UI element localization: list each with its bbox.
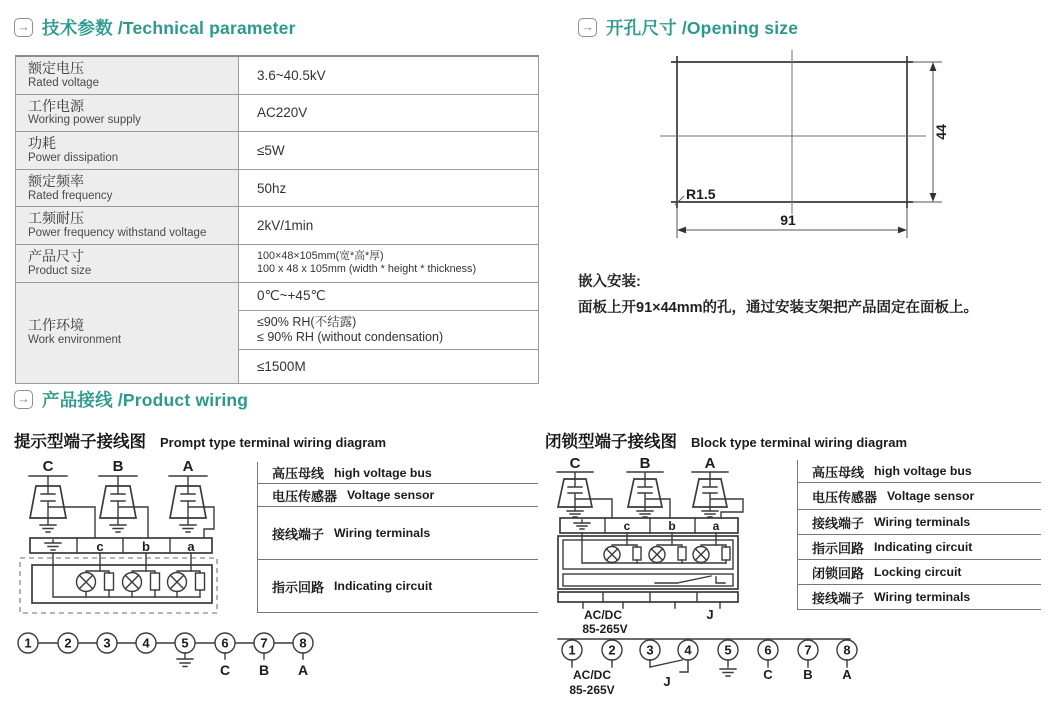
- table-row: [16, 56, 539, 94]
- env-value-altitude: ≤1500M: [239, 349, 539, 383]
- width-dimension: [677, 208, 907, 238]
- param-label-zh: 产品尺寸: [28, 247, 84, 264]
- terminal-number: 2: [64, 635, 72, 651]
- param-label-cell: [16, 132, 239, 170]
- bottom-relay-label: J: [663, 674, 671, 689]
- terminal-number-row: [18, 633, 313, 678]
- arrow-box-icon: →: [14, 390, 33, 409]
- voltage-sensor-b: [99, 458, 148, 538]
- legend-en: Voltage sensor: [347, 488, 435, 502]
- terminal-number: 6: [764, 642, 772, 658]
- legend-en: Wiring terminals: [874, 590, 971, 604]
- arrow-box-icon: →: [14, 18, 33, 37]
- indicating-circuit-box: [20, 553, 217, 613]
- legend-en: high voltage bus: [334, 465, 432, 480]
- legend-en: Locking circuit: [874, 565, 962, 579]
- param-label-zh: 工作环境: [28, 317, 84, 334]
- height-dimension: [913, 62, 949, 202]
- section-title: [42, 15, 296, 40]
- legend-en: Wiring terminals: [874, 515, 971, 529]
- terminal-number: 1: [568, 642, 576, 658]
- param-value: 3.6~40.5kV: [239, 56, 539, 94]
- param-label-en: Power frequency withstand voltage: [28, 227, 207, 240]
- param-label-cell: [16, 207, 239, 245]
- env-humidity-zh: ≤90% RH(不结露): [257, 314, 357, 329]
- env-humidity-en: ≤ 90% RH (without condensation): [257, 329, 444, 344]
- section-opening-size-header: [578, 15, 798, 40]
- section-product-wiring-header: [14, 387, 248, 412]
- block-heading-en: Block type terminal wiring diagram: [691, 435, 907, 450]
- terminal-number: 7: [260, 635, 268, 651]
- lamp-resistor-pair: [693, 545, 730, 563]
- env-value-humidity: [239, 310, 539, 349]
- terminal-number: 3: [646, 642, 654, 658]
- bottom-power-label: AC/DC: [573, 668, 611, 682]
- sensor-label: C: [569, 455, 581, 472]
- prompt-legend: [257, 462, 538, 613]
- terminal-strip: [30, 538, 212, 554]
- legend-row: [798, 535, 1041, 560]
- legend-row: [258, 507, 538, 560]
- param-value: 2kV/1min: [239, 207, 539, 245]
- section-technical-parameter-header: [14, 15, 296, 40]
- mount-note-text: 面板上开91×44mm的孔，通过安装支架把产品固定在面板上。: [578, 300, 979, 316]
- param-value-line1: 100×48×105mm(宽*高*厚): [257, 249, 384, 262]
- legend-row: [798, 510, 1041, 535]
- section-title-en: /Technical parameter: [117, 18, 296, 38]
- sensor-label: B: [112, 458, 124, 475]
- voltage-sensor-a: [692, 455, 743, 518]
- terminal-number: 6: [221, 635, 229, 651]
- legend-zh: 接线端子: [812, 590, 865, 606]
- phase-label: B: [258, 662, 270, 678]
- terminal-label-c: c: [96, 539, 104, 554]
- legend-row: [798, 460, 1041, 483]
- voltage-sensor-a: [169, 458, 214, 538]
- legend-row: [258, 462, 538, 484]
- arrow-box-icon: →: [578, 18, 597, 37]
- legend-en: Indicating circuit: [874, 540, 973, 554]
- legend-row: [798, 560, 1041, 585]
- legend-zh: 电压传感器: [812, 489, 878, 505]
- table-row: [16, 132, 539, 170]
- terminal-number: 4: [684, 642, 692, 658]
- section-title-en: /Opening size: [681, 18, 799, 38]
- dimension-height-label: 44: [933, 124, 949, 140]
- legend-zh: 电压传感器: [272, 488, 338, 504]
- param-value-line2: 100 x 48 x 105mm (width * height * thickness): [257, 263, 477, 276]
- section-title-zh: 产品接线: [42, 390, 113, 410]
- table-row: [16, 282, 539, 310]
- table-row: [16, 169, 539, 207]
- legend-zh: 接线端子: [272, 526, 325, 542]
- terminal-strip: [560, 518, 738, 533]
- terminal-number: 8: [843, 642, 851, 658]
- legend-zh: 指示回路: [812, 540, 865, 556]
- circuit-box: [558, 533, 738, 589]
- phase-label: B: [803, 667, 813, 682]
- lamp-resistor-pair: [123, 571, 160, 597]
- terminal-label-c: c: [623, 519, 631, 533]
- param-label-zh: 额定频率: [28, 172, 84, 189]
- voltage-sensor-c: [557, 455, 612, 518]
- lamp-resistor-pair: [604, 545, 641, 563]
- prompt-heading-zh: 提示型端子接线图: [14, 433, 146, 451]
- power-label: AC/DC: [584, 608, 622, 622]
- param-label-cell: [16, 56, 239, 94]
- terminal-number: 8: [299, 635, 307, 651]
- prompt-diagram-heading: [14, 428, 386, 452]
- terminal-number: 7: [804, 642, 812, 658]
- param-label-zh: 工频耐压: [28, 210, 84, 227]
- legend-row: [798, 483, 1041, 510]
- radius-label: R1.5: [686, 186, 716, 202]
- param-label-en: Rated frequency: [28, 189, 113, 202]
- voltage-sensor-b: [627, 455, 670, 518]
- lamp-resistor-pair: [168, 571, 205, 597]
- legend-en: Wiring terminals: [334, 526, 431, 540]
- mount-note-title: 嵌入安装:: [578, 274, 641, 290]
- legend-zh: 指示回路: [272, 579, 325, 595]
- section-title: [606, 15, 798, 40]
- phase-label: A: [842, 667, 852, 682]
- relay-label: J: [706, 607, 714, 622]
- legend-row: [258, 484, 538, 507]
- param-value: ≤5W: [239, 132, 539, 170]
- technical-parameter-table: [15, 55, 539, 384]
- terminal-number: 3: [103, 635, 111, 651]
- param-label-cell: [16, 169, 239, 207]
- voltage-label: 85-265V: [582, 622, 628, 636]
- legend-zh: 接线端子: [812, 515, 865, 531]
- terminal-number: 1: [24, 635, 32, 651]
- locking-circuit-switch: [563, 574, 733, 586]
- voltage-sensor-c: [29, 458, 95, 538]
- block-legend: [797, 460, 1041, 610]
- legend-en: high voltage bus: [874, 464, 972, 478]
- phase-label: C: [219, 662, 231, 678]
- param-label-en: Work environment: [28, 334, 122, 347]
- param-value: [239, 244, 539, 282]
- legend-en: Indicating circuit: [334, 579, 433, 593]
- opening-size-drawing: [630, 48, 1056, 248]
- terminal-number: 4: [142, 635, 150, 651]
- phase-label: A: [297, 662, 309, 678]
- table-row: [16, 207, 539, 245]
- sensor-label: A: [704, 455, 716, 472]
- section-title-zh: 开孔尺寸: [606, 18, 677, 38]
- terminal-number: 5: [724, 642, 732, 658]
- block-heading-zh: 闭锁型端子接线图: [545, 433, 677, 451]
- section-title: [42, 387, 248, 412]
- prompt-heading-en: Prompt type terminal wiring diagram: [160, 435, 387, 450]
- table-row: [16, 94, 539, 132]
- param-label-zh: 额定电压: [28, 60, 84, 76]
- bottom-voltage-label: 85-265V: [569, 683, 615, 697]
- section-title-en: /Product wiring: [117, 390, 249, 410]
- param-label-zh: 功耗: [28, 135, 56, 152]
- table-row: [16, 244, 539, 282]
- sensor-label: A: [182, 458, 194, 475]
- env-value-temperature: 0℃~+45℃: [239, 282, 539, 310]
- sensor-label: C: [42, 458, 54, 475]
- terminal-number-row: [558, 639, 857, 697]
- terminal-label-b: b: [142, 539, 150, 554]
- legend-zh: 闭锁回路: [812, 565, 865, 581]
- legend-row: [258, 560, 538, 613]
- lamp-resistor-pair: [77, 571, 114, 597]
- section-title-zh: 技术参数: [42, 18, 113, 38]
- param-label-en: Power dissipation: [28, 151, 119, 164]
- param-label-cell: [16, 94, 239, 132]
- legend-zh: 高压母线: [812, 464, 865, 480]
- param-label-en: Rated voltage: [28, 76, 99, 89]
- param-label-en: Product size: [28, 264, 92, 277]
- legend-en: Voltage sensor: [887, 489, 975, 503]
- sensor-label: B: [639, 455, 651, 472]
- param-value: AC220V: [239, 94, 539, 132]
- dimension-width-label: 91: [780, 212, 796, 228]
- param-label-zh: 工作电源: [28, 97, 84, 114]
- terminal-number: 5: [181, 635, 189, 651]
- param-label-en: Working power supply: [28, 114, 141, 127]
- phase-label: C: [763, 667, 773, 682]
- terminal-number: 2: [608, 642, 616, 658]
- param-label-cell: [16, 244, 239, 282]
- legend-row: [798, 585, 1041, 610]
- legend-zh: 高压母线: [272, 466, 325, 481]
- param-value: 50hz: [239, 169, 539, 207]
- terminal-label-a: a: [187, 539, 195, 554]
- block-diagram-heading: [545, 428, 907, 452]
- lamp-resistor-pair: [649, 545, 686, 563]
- terminal-label-a: a: [712, 519, 720, 533]
- bottom-terminal-strip: [558, 592, 738, 636]
- param-label-cell-env: [16, 282, 239, 383]
- terminal-label-b: b: [668, 519, 676, 533]
